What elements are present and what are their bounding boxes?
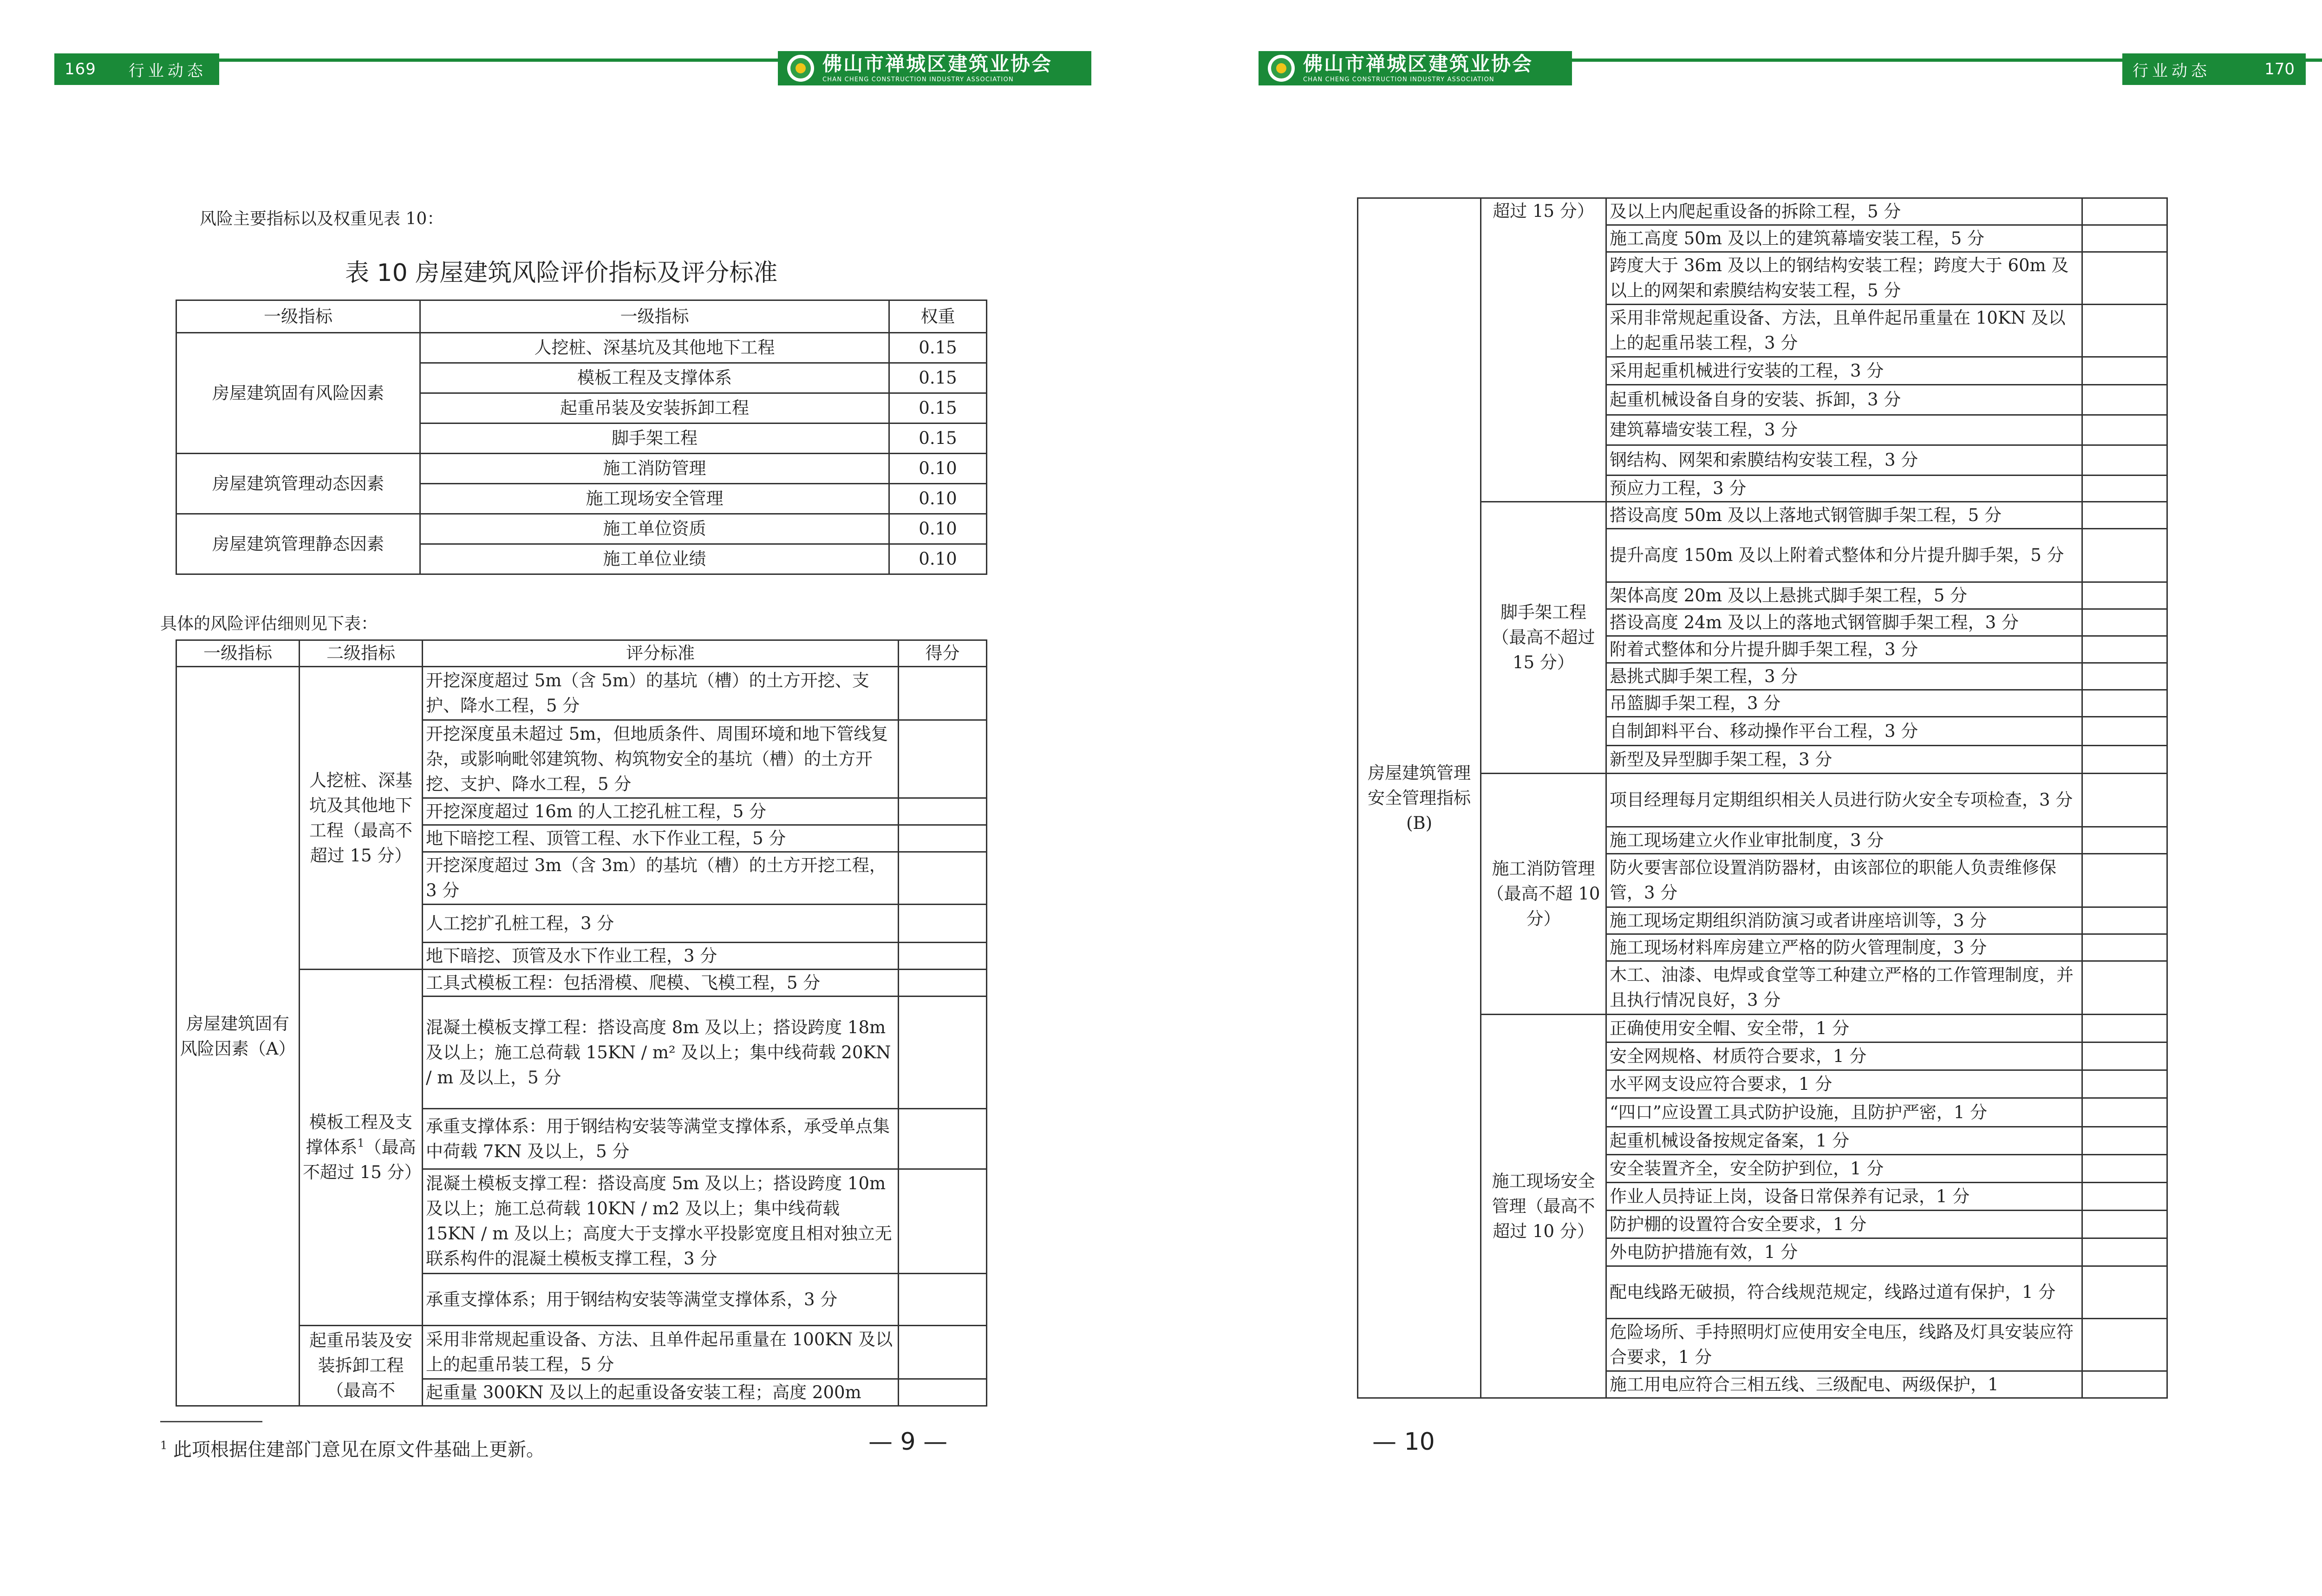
page-number: — 10 <box>1372 1428 1435 1456</box>
criterion: 施工现场定期组织消防演习或者讲座培训等，3 分 <box>1606 907 2082 934</box>
indicator: 起重吊装及安装拆卸工程 <box>420 393 889 423</box>
indicator: 施工单位业绩 <box>420 544 889 574</box>
footnote-rule <box>160 1421 262 1422</box>
group-name: 房屋建筑管理静态因素 <box>176 514 420 574</box>
weight: 0.10 <box>889 454 987 484</box>
criterion: 危险场所、手持照明灯应使用安全电压，线路及灯具安装应符合要求，1 分 <box>1606 1319 2082 1371</box>
criterion: 建筑幕墙安装工程，3 分 <box>1606 415 2082 445</box>
table10-header-row <box>176 300 987 333</box>
header-section: 行业动态 <box>2133 61 2211 80</box>
weight: 0.10 <box>889 544 987 574</box>
score-cell <box>2082 476 2167 502</box>
level2-name: 脚手架工程（最高不超过 15 分） <box>1481 502 1606 774</box>
group-name: 房屋建筑管理动态因素 <box>176 454 420 514</box>
indicator: 人挖桩、深基坑及其他地下工程 <box>420 333 889 363</box>
criterion: 防火要害部位设置消防器材，由该部位的职能人负责维修保管，3 分 <box>1606 854 2082 907</box>
score-cell <box>899 1379 987 1406</box>
criterion: 地下暗挖工程、顶管工程、水下作业工程，5 分 <box>423 825 899 852</box>
score-cell <box>899 1274 987 1326</box>
weight: 0.15 <box>889 363 987 393</box>
detail-table-left <box>176 639 987 1407</box>
criterion: 吊篮脚手架工程，3 分 <box>1606 690 2082 717</box>
score-cell <box>2082 1238 2167 1266</box>
criterion: 配电线路无破损，符合线规范规定，线路过道有保护，1 分 <box>1606 1266 2082 1319</box>
criterion: 防护棚的设置符合安全要求，1 分 <box>1606 1211 2082 1238</box>
table-row <box>1358 198 2167 225</box>
association-logo <box>1259 51 1572 85</box>
criterion: 施工用电应符合三相五线、三级配电、两级保护，1 <box>1606 1371 2082 1398</box>
intro-text: 风险主要指标以及权重见表 10： <box>200 209 444 228</box>
criterion: 悬挑式脚手架工程，3 分 <box>1606 663 2082 690</box>
weight: 0.15 <box>889 333 987 363</box>
criterion: 预应力工程，3 分 <box>1606 476 2082 502</box>
criterion: 施工现场材料库房建立严格的防火管理制度，3 分 <box>1606 934 2082 961</box>
weight: 0.10 <box>889 484 987 514</box>
score-cell <box>899 997 987 1109</box>
criterion: 开挖深度超过 3m（含 3m）的基坑（槽）的土方开挖工程，3 分 <box>423 852 899 905</box>
score-cell <box>2082 1015 2167 1042</box>
logo-name-cn: 佛山市禅城区建筑业协会 <box>1303 52 1533 75</box>
level2-name: 超过 15 分） <box>1481 198 1606 502</box>
level1-name: 房屋建筑管理安全管理指标(B) <box>1358 198 1481 1398</box>
score-cell <box>2082 774 2167 827</box>
score-cell <box>2082 663 2167 690</box>
indicator: 施工现场安全管理 <box>420 484 889 514</box>
score-cell <box>2082 1266 2167 1319</box>
score-cell <box>2082 415 2167 445</box>
criterion: 开挖深度超过 16m 的人工挖孔桩工程，5 分 <box>423 798 899 825</box>
group-name: 房屋建筑固有风险因素 <box>176 333 420 454</box>
criterion: 起重机械设备按规定备案，1 分 <box>1606 1127 2082 1155</box>
score-cell <box>2082 502 2167 529</box>
criterion: 正确使用安全帽、安全带，1 分 <box>1606 1015 2082 1042</box>
score-cell <box>2082 1127 2167 1155</box>
indicator: 模板工程及支撑体系 <box>420 363 889 393</box>
score-cell <box>2082 1319 2167 1371</box>
footnote <box>160 1435 545 1461</box>
score-cell <box>2082 582 2167 609</box>
table-row <box>176 514 987 544</box>
level2-name: 起重吊装及安装拆卸工程（最高不 <box>300 1326 423 1406</box>
header-bar <box>54 53 219 85</box>
right-page <box>1168 0 2322 1596</box>
criterion: 起重机械设备自身的安装、拆卸，3 分 <box>1606 385 2082 415</box>
header-section: 行业动态 <box>128 61 207 80</box>
criterion: 外电防护措施有效，1 分 <box>1606 1238 2082 1266</box>
score-cell <box>2082 746 2167 774</box>
detail-header: 评分标准 <box>423 640 899 667</box>
score-cell <box>899 1326 987 1379</box>
association-emblem-icon <box>787 55 814 82</box>
criterion: 水平网支设应符合要求，1 分 <box>1606 1070 2082 1098</box>
score-cell <box>2082 1042 2167 1070</box>
criterion: 施工高度 50m 及以上的建筑幕墙安装工程，5 分 <box>1606 225 2082 252</box>
score-cell <box>899 1109 987 1169</box>
weight: 0.10 <box>889 514 987 544</box>
criterion: 工具式模板工程：包括滑模、爬模、飞模工程，5 分 <box>423 970 899 997</box>
criterion: 搭设高度 50m 及以上落地式钢管脚手架工程，5 分 <box>1606 502 2082 529</box>
criterion: 架体高度 20m 及以上悬挑式脚手架工程，5 分 <box>1606 582 2082 609</box>
table-row <box>176 454 987 484</box>
table10 <box>176 300 987 575</box>
score-cell <box>2082 225 2167 252</box>
header-page-number: 170 <box>2264 60 2295 78</box>
score-cell <box>2082 827 2167 854</box>
score-cell <box>2082 385 2167 415</box>
indicator: 脚手架工程 <box>420 423 889 454</box>
association-emblem-icon <box>1268 55 1295 82</box>
level2-name: 施工现场安全管理（最高不超过 10 分） <box>1481 1015 1606 1398</box>
level2-name-tail: （最高不超过 15 分） <box>303 1137 422 1182</box>
criterion: “四口”应设置工具式防护设施，且防护严密，1 分 <box>1606 1098 2082 1127</box>
logo-name-cn: 佛山市禅城区建筑业协会 <box>822 52 1053 75</box>
score-cell <box>899 1169 987 1274</box>
score-cell <box>2082 717 2167 746</box>
criterion: 附着式整体和分片提升脚手架工程，3 分 <box>1606 636 2082 663</box>
association-logo <box>778 51 1091 85</box>
score-cell <box>2082 690 2167 717</box>
detail-header-row <box>176 640 987 667</box>
level2-name: 施工消防管理（最高不超 10 分） <box>1481 774 1606 1015</box>
score-cell <box>2082 252 2167 305</box>
criterion: 开挖深度虽未超过 5m，但地质条件、周围环境和地下管线复杂，或影响毗邻建筑物、构筑物安全的基坑（槽）的土方开挖、支护、降水工程，5 分 <box>423 720 899 798</box>
detail-header: 一级指标 <box>176 640 300 667</box>
score-cell <box>899 970 987 997</box>
score-cell <box>2082 529 2167 582</box>
criterion: 跨度大于 36m 及以上的钢结构安装工程；跨度大于 60m 及以上的网架和索膜结构安装工程，5 分 <box>1606 252 2082 305</box>
score-cell <box>899 943 987 970</box>
level2-name <box>300 970 423 1326</box>
score-cell <box>899 798 987 825</box>
header-rule <box>218 59 780 62</box>
criterion: 起重量 300KN 及以上的起重设备安装工程；高度 200m <box>423 1379 899 1406</box>
criterion: 承重支撑体系：用于钢结构安装等满堂支撑体系，承受单点集中荷载 7KN 及以上，5 分 <box>423 1109 899 1169</box>
criterion: 及以上内爬起重设备的拆除工程，5 分 <box>1606 198 2082 225</box>
criterion: 安全装置齐全，安全防护到位，1 分 <box>1606 1155 2082 1183</box>
criterion: 搭设高度 24m 及以上的落地式钢管脚手架工程，3 分 <box>1606 609 2082 636</box>
criterion: 采用非常规起重设备、方法，且单件起吊重量在 10KN 及以上的起重吊装工程，3 分 <box>1606 305 2082 357</box>
criterion: 混凝土模板支撑工程：搭设高度 8m 及以上；搭设跨度 18m 及以上；施工总荷载 15KN / m² 及以上；集中线荷载 20KN / m 及以上，5 分 <box>423 997 899 1109</box>
table10-header: 权重 <box>889 300 987 333</box>
detail-header: 二级指标 <box>300 640 423 667</box>
score-cell <box>2082 305 2167 357</box>
table10-caption: 表 10 房屋建筑风险评价指标及评分标准 <box>345 259 778 287</box>
criterion: 采用起重机械进行安装的工程，3 分 <box>1606 357 2082 385</box>
footnote-ref: 1 <box>357 1136 365 1150</box>
weight: 0.15 <box>889 393 987 423</box>
level2-name: 人挖桩、深基坑及其他地下工程（最高不超过 15 分） <box>300 667 423 970</box>
indicator: 施工消防管理 <box>420 454 889 484</box>
criterion: 木工、油漆、电焊或食堂等工种建立严格的工作管理制度，并且执行情况良好，3 分 <box>1606 961 2082 1015</box>
criterion: 人工挖扩孔桩工程，3 分 <box>423 905 899 943</box>
table-row <box>176 333 987 363</box>
level2-name-text: 模板工程及支撑体系 <box>306 1112 412 1157</box>
score-cell <box>899 905 987 943</box>
score-cell <box>2082 1211 2167 1238</box>
score-cell <box>2082 636 2167 663</box>
criterion: 新型及异型脚手架工程，3 分 <box>1606 746 2082 774</box>
table10-header: 一级指标 <box>176 300 420 333</box>
score-cell <box>899 667 987 720</box>
score-cell <box>2082 198 2167 225</box>
header-bar <box>2122 53 2306 85</box>
weight: 0.15 <box>889 423 987 454</box>
score-cell <box>2082 1183 2167 1211</box>
criterion: 地下暗挖、顶管及水下作业工程，3 分 <box>423 943 899 970</box>
criterion: 提升高度 150m 及以上附着式整体和分片提升脚手架，5 分 <box>1606 529 2082 582</box>
footnote-text: 此项根据住建部门意见在原文件基础上更新。 <box>173 1439 545 1460</box>
detail-header: 得分 <box>899 640 987 667</box>
level1-name: 房屋建筑固有风险因素（A） <box>176 667 300 1406</box>
score-cell <box>2082 445 2167 476</box>
score-cell <box>899 825 987 852</box>
criterion: 安全网规格、材质符合要求，1 分 <box>1606 1042 2082 1070</box>
logo-name-en: CHAN CHENG CONSTRUCTION INDUSTRY ASSOCIATION <box>1303 76 1494 83</box>
score-cell <box>2082 1098 2167 1127</box>
table10-header: 一级指标 <box>420 300 889 333</box>
criterion: 作业人员持证上岗，设备日常保养有记录，1 分 <box>1606 1183 2082 1211</box>
score-cell <box>2082 1155 2167 1183</box>
page-number: — 9 — <box>868 1428 948 1456</box>
score-cell <box>2082 934 2167 961</box>
criterion: 采用非常规起重设备、方法、且单件起吊重量在 100KN 及以上的起重吊装工程，5 分 <box>423 1326 899 1379</box>
score-cell <box>2082 1371 2167 1398</box>
footnote-mark: 1 <box>160 1439 168 1452</box>
detail-intro-text: 具体的风险评估细则见下表： <box>160 614 378 633</box>
score-cell <box>899 720 987 798</box>
criterion: 钢结构、网架和索膜结构安装工程，3 分 <box>1606 445 2082 476</box>
score-cell <box>2082 609 2167 636</box>
header-page-number: 169 <box>65 60 96 78</box>
criterion: 开挖深度超过 5m（含 5m）的基坑（槽）的土方开挖、支护、降水工程，5 分 <box>423 667 899 720</box>
criterion: 承重支撑体系；用于钢结构安装等满堂支撑体系，3 分 <box>423 1274 899 1326</box>
criterion: 混凝土模板支撑工程：搭设高度 5m 及以上；搭设跨度 10m 及以上；施工总荷载 10KN / m2 及以上；集中线荷载 15KN / m 及以上；高度大于支撑水平投影宽度且相对独立无联系构件的混凝土模板支撑工程，3 分 <box>423 1169 899 1274</box>
score-cell <box>2082 961 2167 1015</box>
indicator: 施工单位资质 <box>420 514 889 544</box>
criterion: 项目经理每月定期组织相关人员进行防火安全专项检查，3 分 <box>1606 774 2082 827</box>
score-cell <box>2082 907 2167 934</box>
logo-name-en: CHAN CHENG CONSTRUCTION INDUSTRY ASSOCIATION <box>822 76 1014 83</box>
detail-table-right <box>1357 197 2168 1399</box>
criterion: 自制卸料平台、移动操作平台工程，3 分 <box>1606 717 2082 746</box>
score-cell <box>2082 357 2167 385</box>
table-row <box>176 667 987 720</box>
criterion: 施工现场建立火作业审批制度，3 分 <box>1606 827 2082 854</box>
score-cell <box>2082 854 2167 907</box>
score-cell <box>2082 1070 2167 1098</box>
score-cell <box>899 852 987 905</box>
